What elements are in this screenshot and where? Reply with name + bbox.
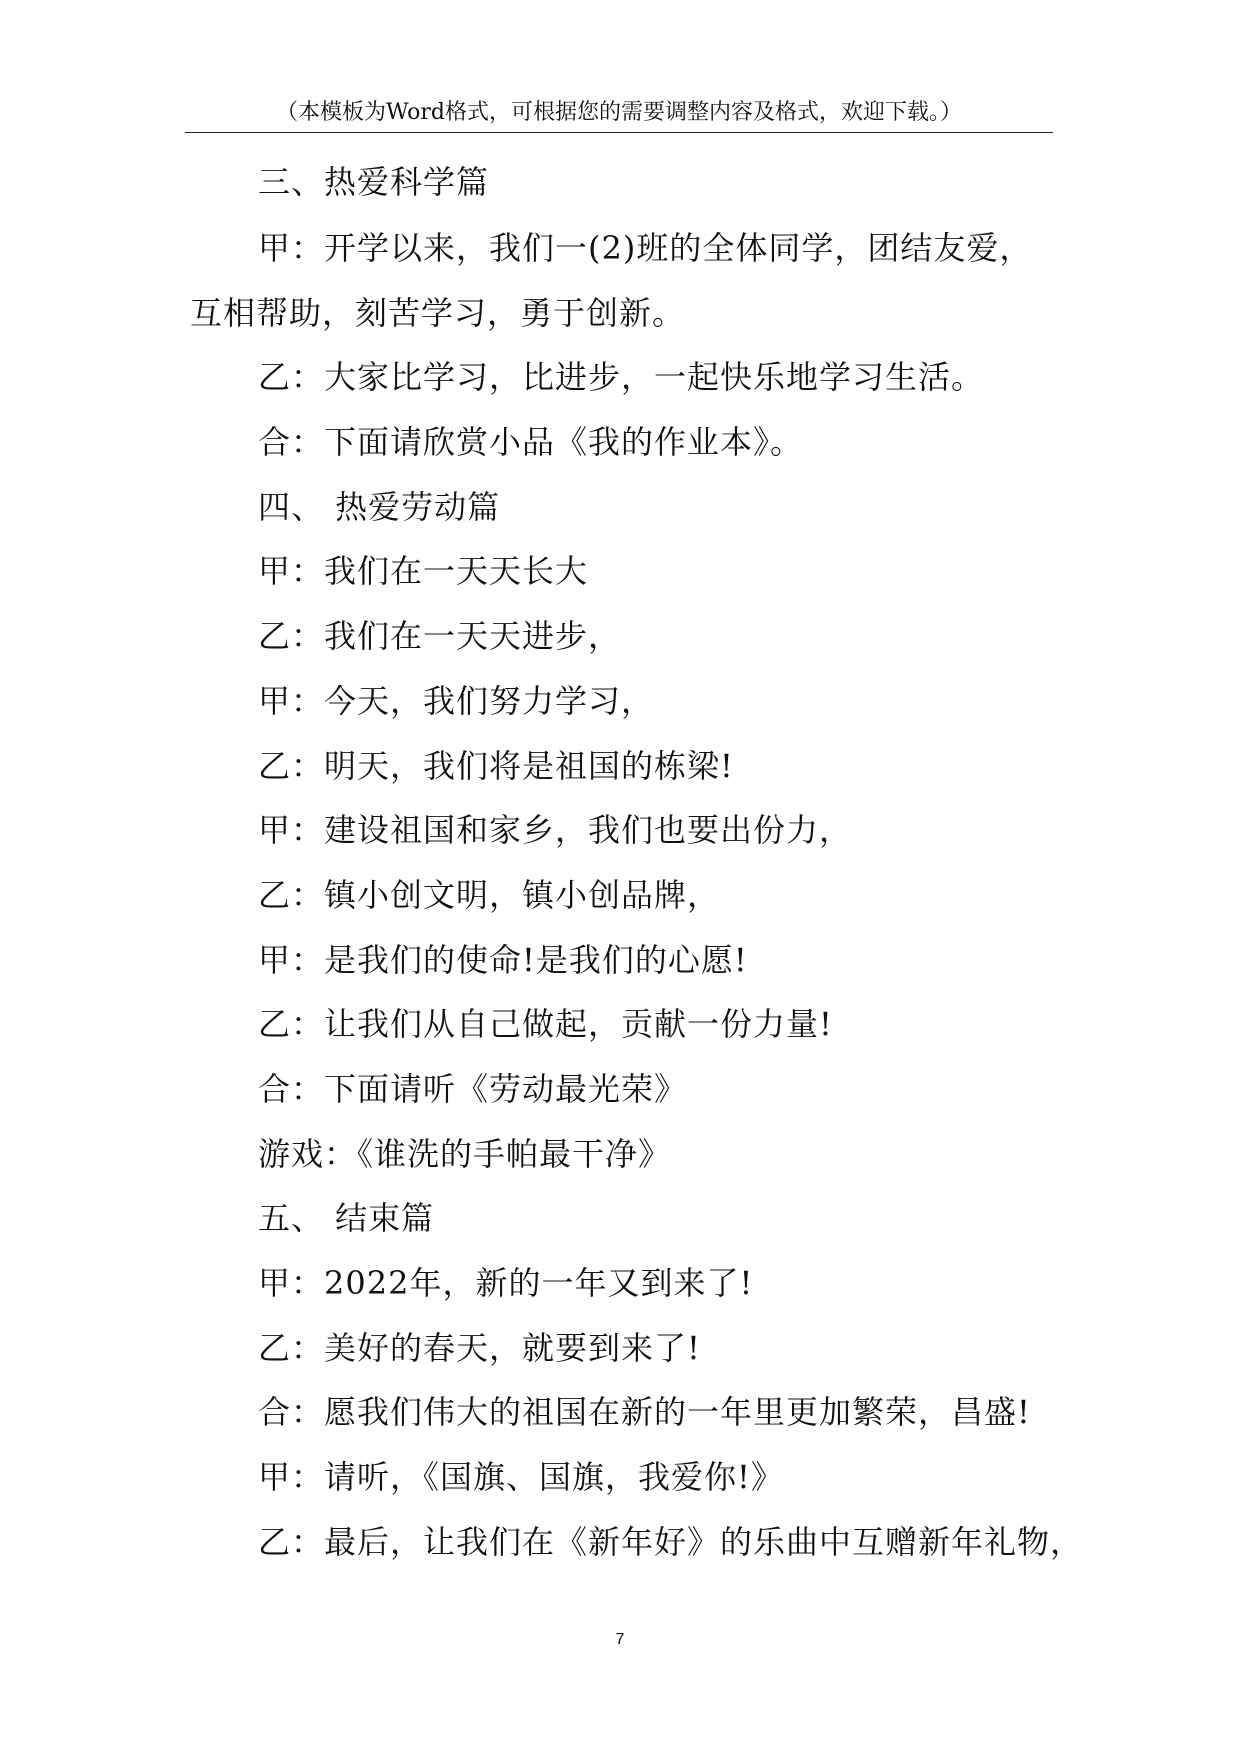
script-line: 甲：是我们的使命!是我们的心愿! (258, 941, 748, 979)
script-line: 甲：建设祖国和家乡，我们也要出份力， (258, 811, 853, 849)
script-line: 甲：请听，《国旗、国旗，我爱你!》 (258, 1458, 784, 1496)
script-line: 乙：明天，我们将是祖国的栋梁! (258, 747, 734, 785)
script-line: 合：愿我们伟大的祖国在新的一年里更加繁荣，昌盛! (258, 1393, 1031, 1431)
script-line: 甲：今天，我们努力学习， (258, 682, 655, 720)
section-heading-ending: 五、 结束篇 (258, 1199, 435, 1237)
page-number: 7 (615, 1631, 625, 1648)
script-line: 甲：开学以来，我们一(2)班的全体同学，团结友爱， (258, 229, 1033, 267)
script-line: 乙：大家比学习，比进步，一起快乐地学习生活。 (258, 358, 985, 396)
section-heading-science: 三、热爱科学篇 (258, 163, 490, 201)
script-line-continued: 互相帮助，刻苦学习，勇于创新。 (190, 294, 686, 332)
section-heading-labor: 四、 热爱劳动篇 (258, 488, 501, 526)
header-note: （本模板为Word格式，可根据您的需要调整内容及格式，欢迎下载。） (276, 100, 962, 125)
script-line: 乙：镇小创文明，镇小创品牌， (258, 876, 721, 914)
game-line: 游戏：《谁洗的手帕最干净》 (258, 1135, 672, 1173)
script-line: 甲：我们在一天天长大 (258, 552, 589, 590)
header-divider (185, 132, 1053, 133)
script-line: 乙：让我们从自己做起，贡献一份力量! (258, 1005, 833, 1043)
script-line: 甲：2022年，新的一年又到来了! (258, 1264, 754, 1302)
script-line: 合：下面请欣赏小品《我的作业本》。 (258, 423, 804, 461)
script-line: 乙：美好的春天，就要到来了! (258, 1329, 701, 1367)
script-line: 乙：最后，让我们在《新年好》的乐曲中互赠新年礼物， (258, 1523, 1084, 1561)
script-line: 乙：我们在一天天进步， (258, 617, 622, 655)
script-line: 合：下面请听《劳动最光荣》 (258, 1070, 688, 1108)
